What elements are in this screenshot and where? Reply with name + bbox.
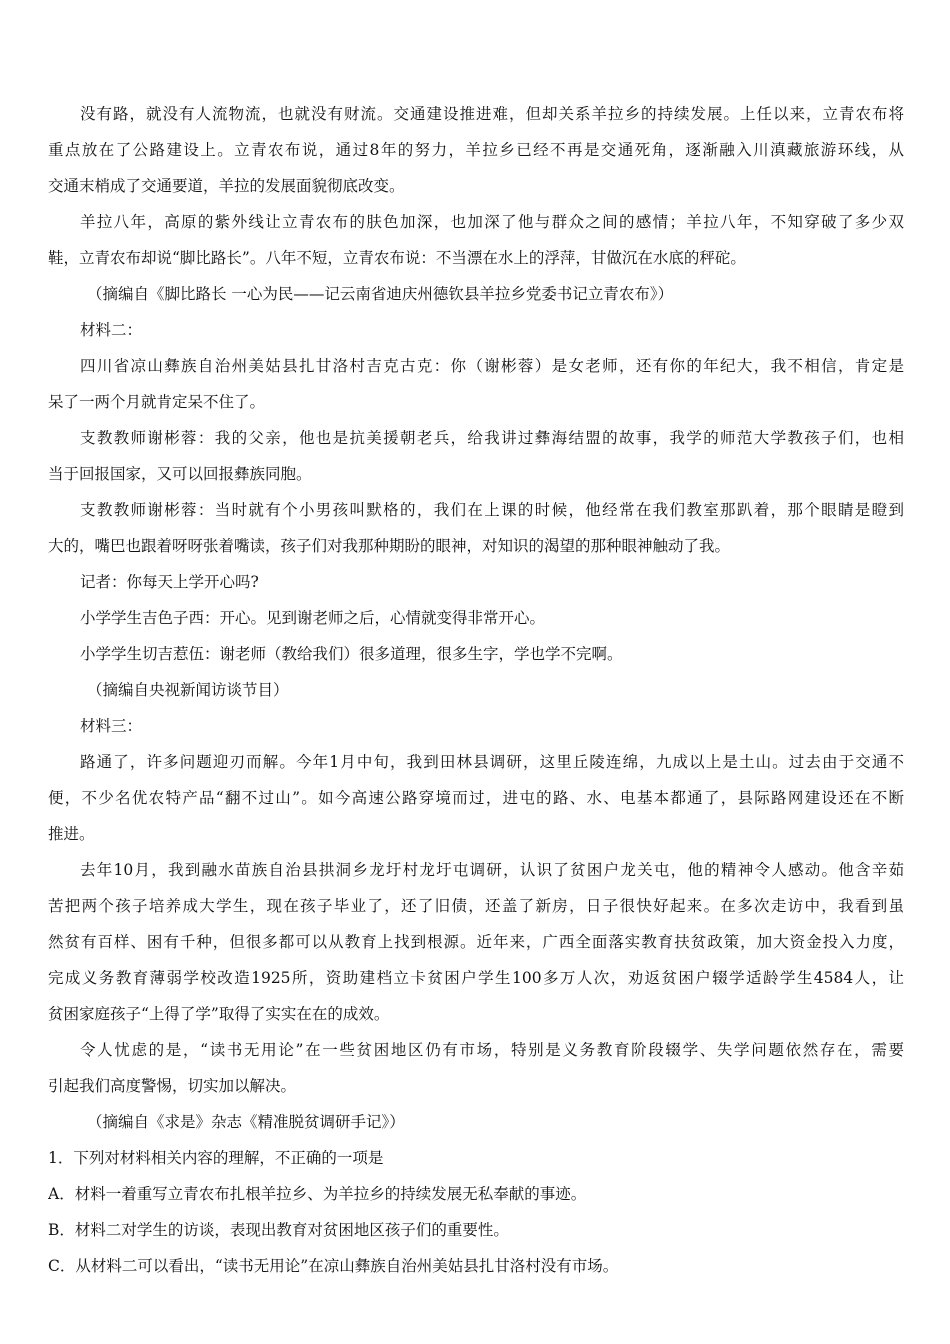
paragraph-line: 大的，嘴巴也跟着呀呀张着嘴读，孩子们对我那种期盼的眼神，对知识的渴望的那种眼神触动了我。 bbox=[48, 537, 731, 555]
question-block bbox=[48, 1140, 904, 1284]
paragraph-line: 呆了一两个月就肯定呆不住了。 bbox=[48, 393, 266, 411]
paragraph-line: 当于回报国家，又可以回报彝族同胞。 bbox=[48, 465, 312, 483]
option-a: A．材料一着重写立青农布扎根羊拉乡、为羊拉乡的持续发展无私奉献的事迹。 bbox=[48, 1185, 587, 1203]
source-citation: （摘编自《求是》杂志《精准脱贫调研手记》） bbox=[87, 1113, 405, 1131]
source-citation: （摘编自央视新闻访谈节目） bbox=[87, 681, 289, 699]
interview-line: 小学学生切吉惹伍：谢老师（教给我们）很多道理，很多生字，学也学不完啊。 bbox=[80, 645, 623, 663]
paragraph-line: 鞋，立青农布却说“脚比路长”。八年不短，立青农布说：不当漂在水上的浮萍，甘做沉在水底的秤砣。 bbox=[48, 249, 746, 267]
paragraph-line: 引起我们高度警惕，切实加以解决。 bbox=[48, 1077, 297, 1095]
material-three bbox=[48, 708, 904, 1140]
paragraph-line: 便，不少名优农特产品“翻不过山”。如今高速公路穿境而过，进屯的路、水、电基本都通了，县际路网建设还在不断 bbox=[48, 789, 904, 807]
paragraph-line: 四川省凉山彝族自治州美姑县扎甘洛村吉克古克：你（谢彬蓉）是女老师，还有你的年纪大，我不相信，肯定是 bbox=[80, 357, 904, 375]
paragraph-line: 重点放在了公路建设上。立青农布说，通过8年的努力，羊拉乡已经不再是交通死角，逐渐融入川滇藏旅游环线，从 bbox=[48, 141, 904, 159]
paragraph-line: 推进。 bbox=[48, 825, 95, 843]
paragraph-line: 支教教师谢彬蓉：我的父亲，他也是抗美援朝老兵，给我讲过彝海结盟的故事，我学的师范大学教孩子们，也相 bbox=[80, 429, 904, 447]
interview-line: 记者：你每天上学开心吗? bbox=[80, 573, 259, 591]
paragraph-line: 路通了，许多问题迎刃而解。今年1月中旬，我到田林县调研，这里丘陵连绵，九成以上是土山。过去由于交通不 bbox=[80, 753, 904, 771]
material-two bbox=[48, 312, 904, 708]
paragraph-line: 羊拉八年，高原的紫外线让立青农布的肤色加深，也加深了他与群众之间的感情；羊拉八年，不知穿破了多少双 bbox=[80, 213, 904, 231]
paragraph-line: 交通末梢成了交通要道，羊拉的发展面貌彻底改变。 bbox=[48, 177, 405, 195]
paragraph-line: 贫困家庭孩子“上得了学”取得了实实在在的成效。 bbox=[48, 1005, 390, 1023]
source-citation: （摘编自《脚比路长 一心为民——记云南省迪庆州德钦县羊拉乡党委书记立青农布》） bbox=[87, 285, 674, 303]
paragraph-line: 完成义务教育薄弱学校改造1925所，资助建档立卡贫困户学生100多万人次，劝返贫困户辍学适龄学生4584人，让 bbox=[48, 969, 904, 987]
paragraph-line: 苦把两个孩子培养成大学生，现在孩子毕业了，还了旧债，还盖了新房，日子很快好起来。在多次走访中，我看到虽 bbox=[48, 897, 904, 915]
option-b: B．材料二对学生的访谈，表现出教育对贫困地区孩子们的重要性。 bbox=[48, 1221, 509, 1239]
option-c: C．从材料二可以看出，“读书无用论”在凉山彝族自治州美姑县扎甘洛村没有市场。 bbox=[48, 1257, 619, 1275]
interview-line: 小学学生吉色子西：开心。见到谢老师之后，心情就变得非常开心。 bbox=[80, 609, 546, 627]
material-label: 材料二： bbox=[80, 321, 143, 339]
paragraph-line: 令人忧虑的是，“读书无用论”在一些贫困地区仍有市场，特别是义务教育阶段辍学、失学问题依然存在，需要 bbox=[80, 1041, 904, 1059]
material-label: 材料三： bbox=[80, 717, 143, 735]
paragraph-line: 然贫有百样、困有千种，但很多都可以从教育上找到根源。近年来，广西全面落实教育扶贫政策，加大资金投入力度， bbox=[48, 933, 904, 951]
paragraph-line: 支教教师谢彬蓉：当时就有个小男孩叫默格的，我们在上课的时候，他经常在我们教室那趴着，那个眼睛是瞪到 bbox=[80, 501, 904, 519]
paragraph-line: 没有路，就没有人流物流，也就没有财流。交通建设推进难，但却关系羊拉乡的持续发展。上任以来，立青农布将 bbox=[80, 105, 904, 123]
material-one bbox=[48, 96, 904, 312]
question-stem: 1．下列对材料相关内容的理解，不正确的一项是 bbox=[48, 1149, 384, 1167]
paragraph-line: 去年10月，我到融水苗族自治县拱洞乡龙圩村龙圩屯调研，认识了贫困户龙关屯，他的精神令人感动。他含辛茹 bbox=[80, 861, 904, 879]
